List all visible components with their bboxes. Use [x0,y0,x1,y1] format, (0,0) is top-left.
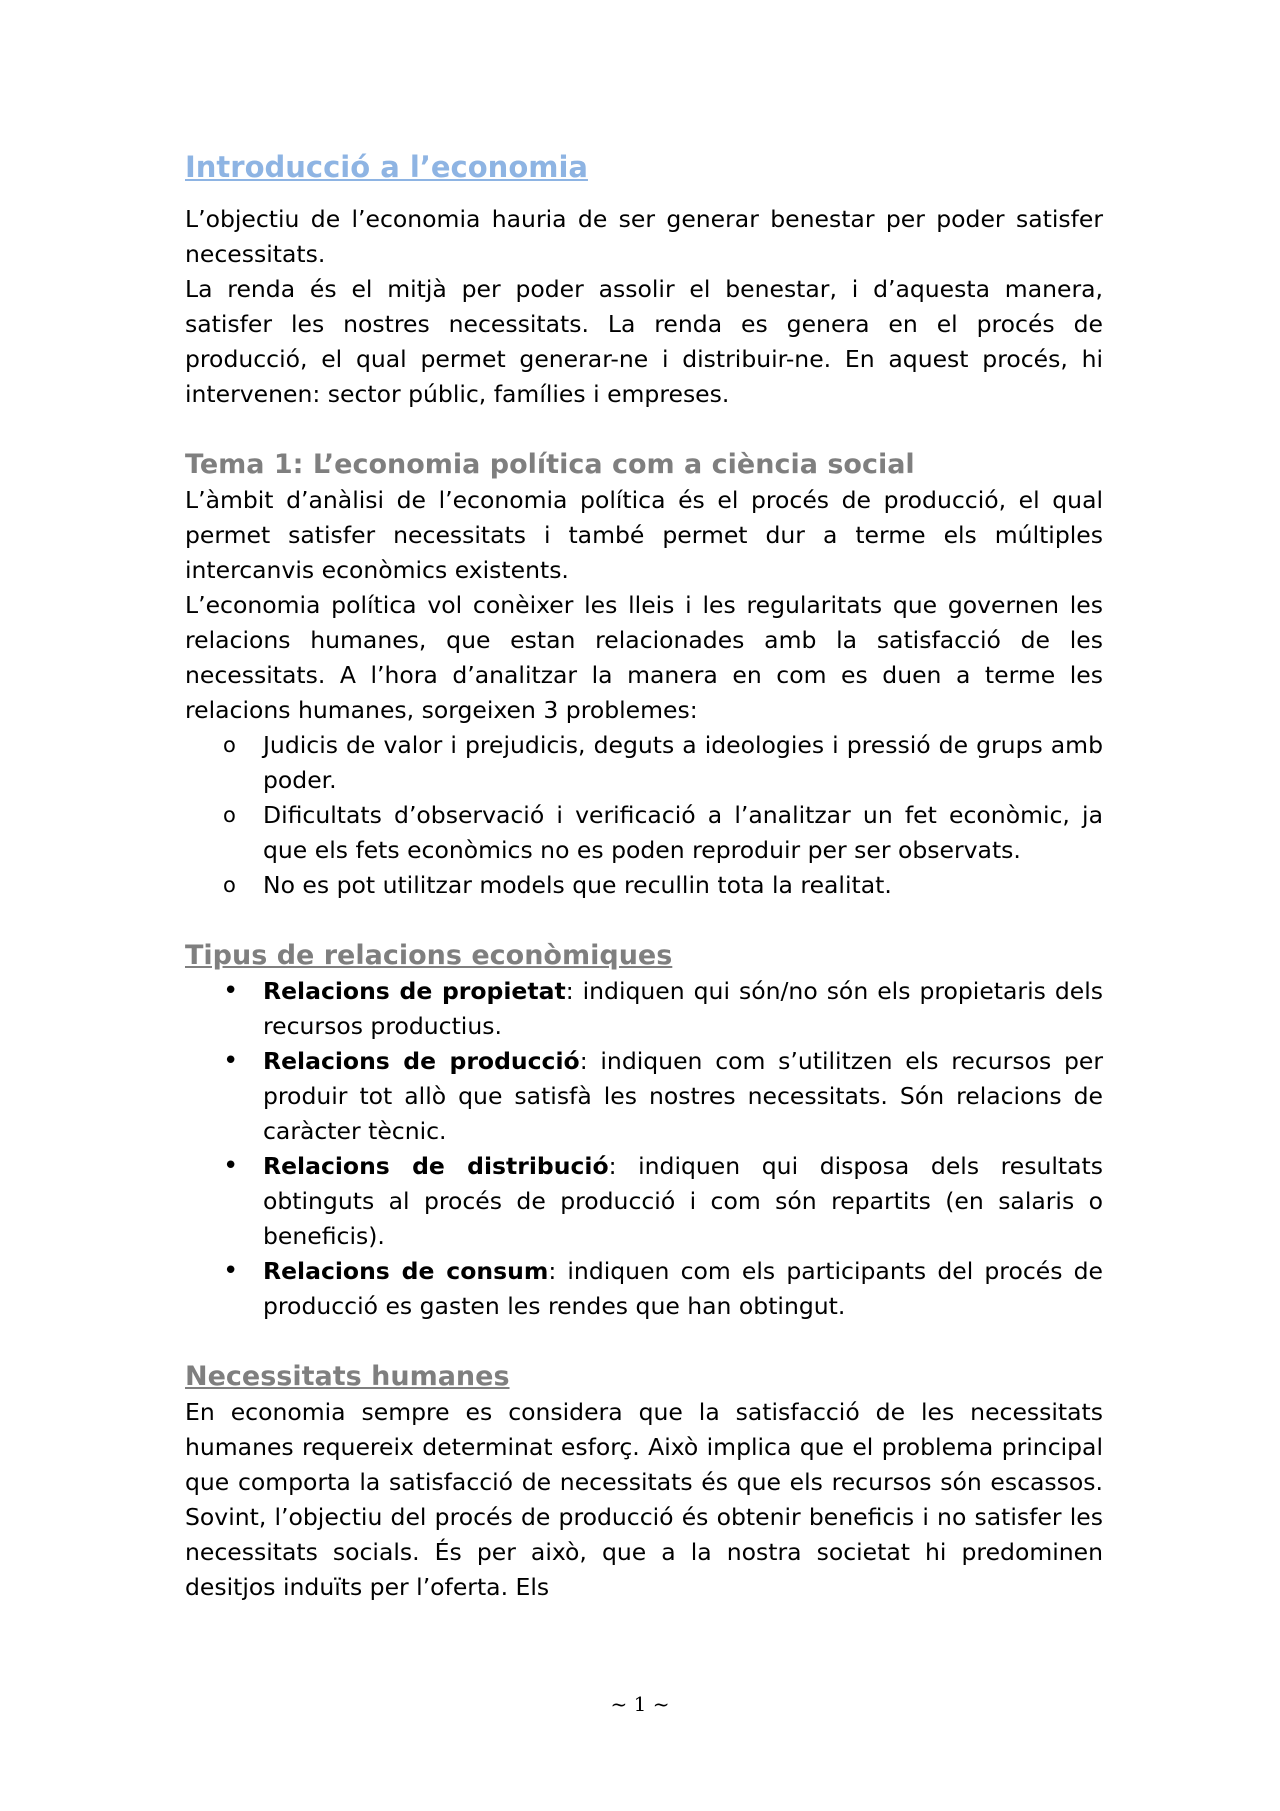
list-item-term: Relacions de propietat [263,977,566,1005]
intro-paragraph-2: La renda és el mitjà per poder assolir el benestar, i d’aquesta manera, satisfer les nostres necessitats. La renda es genera en el procés de producció, el qual permet generar-ne i distribuir-ne. En aquest procés, hi intervenen: sector públic, famílies i empreses. [185,275,1103,408]
spacer [185,903,1103,938]
page-content [185,148,1103,1605]
intro-paragraph-1: L’objectiu de l’economia hauria de ser generar benestar per poder satisfer necessitats. [185,205,1103,268]
list-item-term: Relacions de distribució [263,1152,609,1180]
list-item-desc: : indiquen com els participants del procés de producció es gasten les rendes que han obtingut. [263,1257,1103,1320]
section-heading-relacions: Tipus de relacions econòmiques [185,940,673,971]
bullet-icon: • [223,1256,239,1286]
section-heading-necessitats: Necessitats humanes [185,1361,510,1392]
bullet-icon: • [223,976,239,1006]
list-item [185,868,1103,903]
page-title: Introducció a l’economia [185,150,588,184]
list-item [185,798,1103,868]
list-item-desc: : indiquen qui són/no són els propietaris dels recursos productius. [263,977,1103,1040]
list-item-text: Dificultats d’observació i verificació a l’analitzar un fet econòmic, ja que els fets econòmics no es poden reproduir per ser observats. [263,801,1103,864]
page-number: ~ 1 ~ [610,1692,670,1716]
necessitats-paragraph: En economia sempre es considera que la satisfacció de les necessitats humanes requereix determinat esforç. Això implica que el problema principal que comporta la satisfacció de necessitats és que els recursos són escassos. Sovint, l’objectiu del procés de producció és obtenir beneficis i no satisfer les necessitats socials. És per això, que a la nostra societat hi predominen desitjos induïts per l’oferta. Els [185,1398,1103,1601]
list-item-text: Judicis de valor i prejudicis, deguts a ideologies i pressió de grups amb poder. [263,731,1103,794]
circle-bullet-icon: o [223,733,236,757]
tema1-paragraph-1: L’àmbit d’anàlisi de l’economia política és el procés de producció, el qual permet satisfer necessitats i també permet dur a terme els múltiples intercanvis econòmics existents. [185,486,1103,584]
list-item [185,974,1103,1044]
spacer [185,412,1103,447]
tema1-paragraph-2: L’economia política vol conèixer les lleis i les regularitats que governen les relacions humanes, que estan relacionades amb la satisfacció de les necessitats. A l’hora d’analitzar la manera en com es duen a terme les relacions humanes, sorgeixen 3 problemes: [185,591,1103,724]
list-item-desc: : indiquen qui disposa dels resultats obtinguts al procés de producció i com són repartits (en salaris o beneficis). [263,1152,1104,1250]
bullet-icon: • [223,1046,239,1076]
spacer [185,1324,1103,1359]
list-item-text: No es pot utilitzar models que recullin tota la realitat. [263,871,892,899]
relations-list [185,974,1103,1324]
list-item-term: Relacions de consum [263,1257,549,1285]
list-item [185,1044,1103,1149]
list-item [185,1254,1103,1324]
section-heading-tema1: Tema 1: L’economia política com a ciència social [185,449,915,480]
circle-bullet-icon: o [223,873,236,897]
list-item [185,728,1103,798]
problems-list [185,728,1103,903]
list-item-term: Relacions de producció [263,1047,580,1075]
circle-bullet-icon: o [223,803,236,827]
list-item [185,1149,1103,1254]
list-item-desc: : indiquen com s’utilitzen els recursos per produir tot allò que satisfà les nostres necessitats. Són relacions de caràcter tècnic. [263,1047,1103,1145]
bullet-icon: • [223,1151,239,1181]
